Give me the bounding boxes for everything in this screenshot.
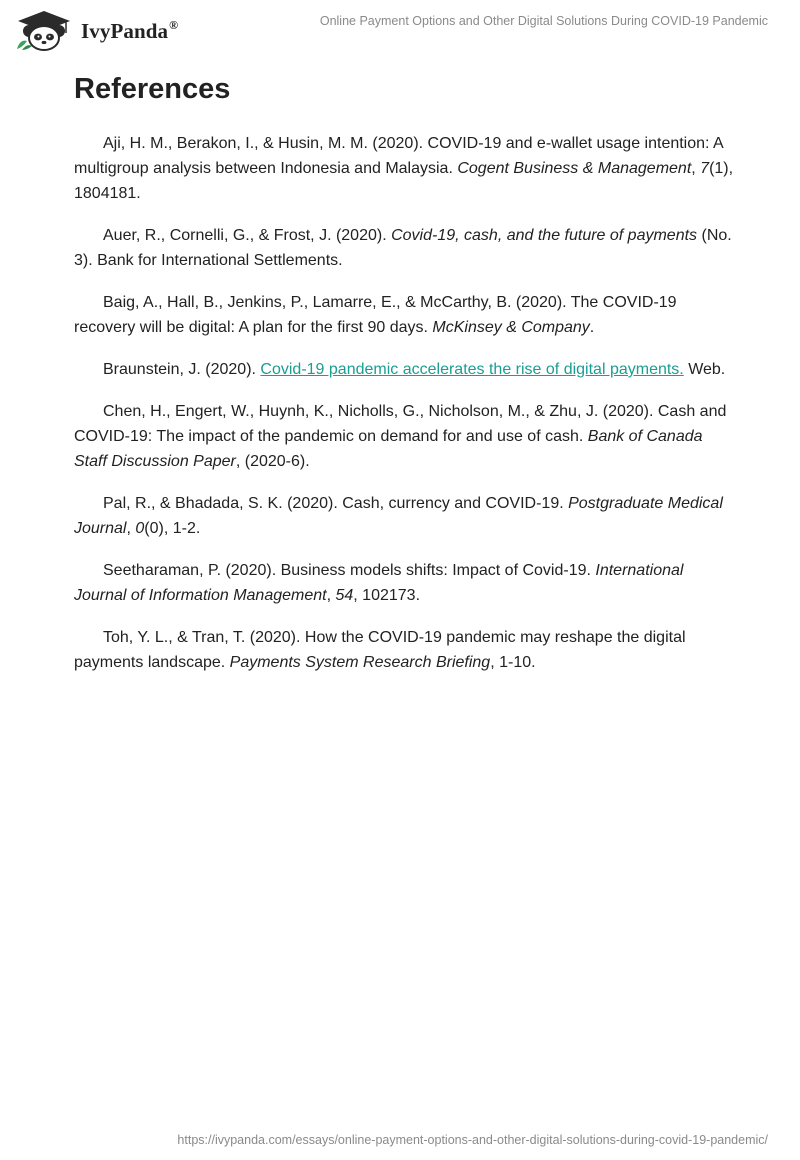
reference-item: Baig, A., Hall, B., Jenkins, P., Lamarre, E., & McCarthy, B. (2020). The COVID-19 recovery will be digital: A plan for the first 90 days. McKinsey & Company. xyxy=(74,294,677,336)
page-header xyxy=(0,0,800,60)
footer-url[interactable]: https://ivypanda.com/essays/online-payment-options-and-other-digital-solutions-during-covid-19-pandemic/ xyxy=(177,1133,768,1147)
reference-item: Seetharaman, P. (2020). Business models shifts: Impact of Covid-19. International Journal of Information Management, 54, 102173. xyxy=(74,562,684,604)
brand-logo[interactable] xyxy=(14,9,178,51)
reference-item: Chen, H., Engert, W., Huynh, K., Nicholls, G., Nicholson, M., & Zhu, J. (2020). Cash and COVID-19: The impact of the pandemic on demand for and use of cash. Bank of Canada Staff Discussion Paper, (2020-6). xyxy=(74,403,727,470)
reference-item: Braunstein, J. (2020). Covid-19 pandemic accelerates the rise of digital payments. Web. xyxy=(103,361,726,378)
brand-name: IvyPanda® xyxy=(81,17,179,43)
reference-link[interactable]: Covid-19 pandemic accelerates the rise of digital payments. xyxy=(260,361,684,378)
page-title: References xyxy=(74,73,231,105)
reference-item: Toh, Y. L., & Tran, T. (2020). How the COVID-19 pandemic may reshape the digital payments landscape. Payments System Research Briefing, 1-10. xyxy=(74,629,686,671)
reference-item: Aji, H. M., Berakon, I., & Husin, M. M. (2020). COVID-19 and e-wallet usage intention: A multigroup analysis between Indonesia and Malaysia. Cogent Business & Management, 7(1), 1804181. xyxy=(74,135,734,202)
reference-item: Auer, R., Cornelli, G., & Frost, J. (2020). Covid-19, cash, and the future of payments (No. 3). Bank for International Settlements. xyxy=(74,227,732,269)
reference-item: Pal, R., & Bhadada, S. K. (2020). Cash, currency and COVID-19. Postgraduate Medical Journal, 0(0), 1-2. xyxy=(74,495,723,537)
main-content xyxy=(74,73,734,692)
panda-graduate-icon xyxy=(14,9,74,51)
document-title: Online Payment Options and Other Digital Solutions During COVID-19 Pandemic xyxy=(319,14,768,28)
